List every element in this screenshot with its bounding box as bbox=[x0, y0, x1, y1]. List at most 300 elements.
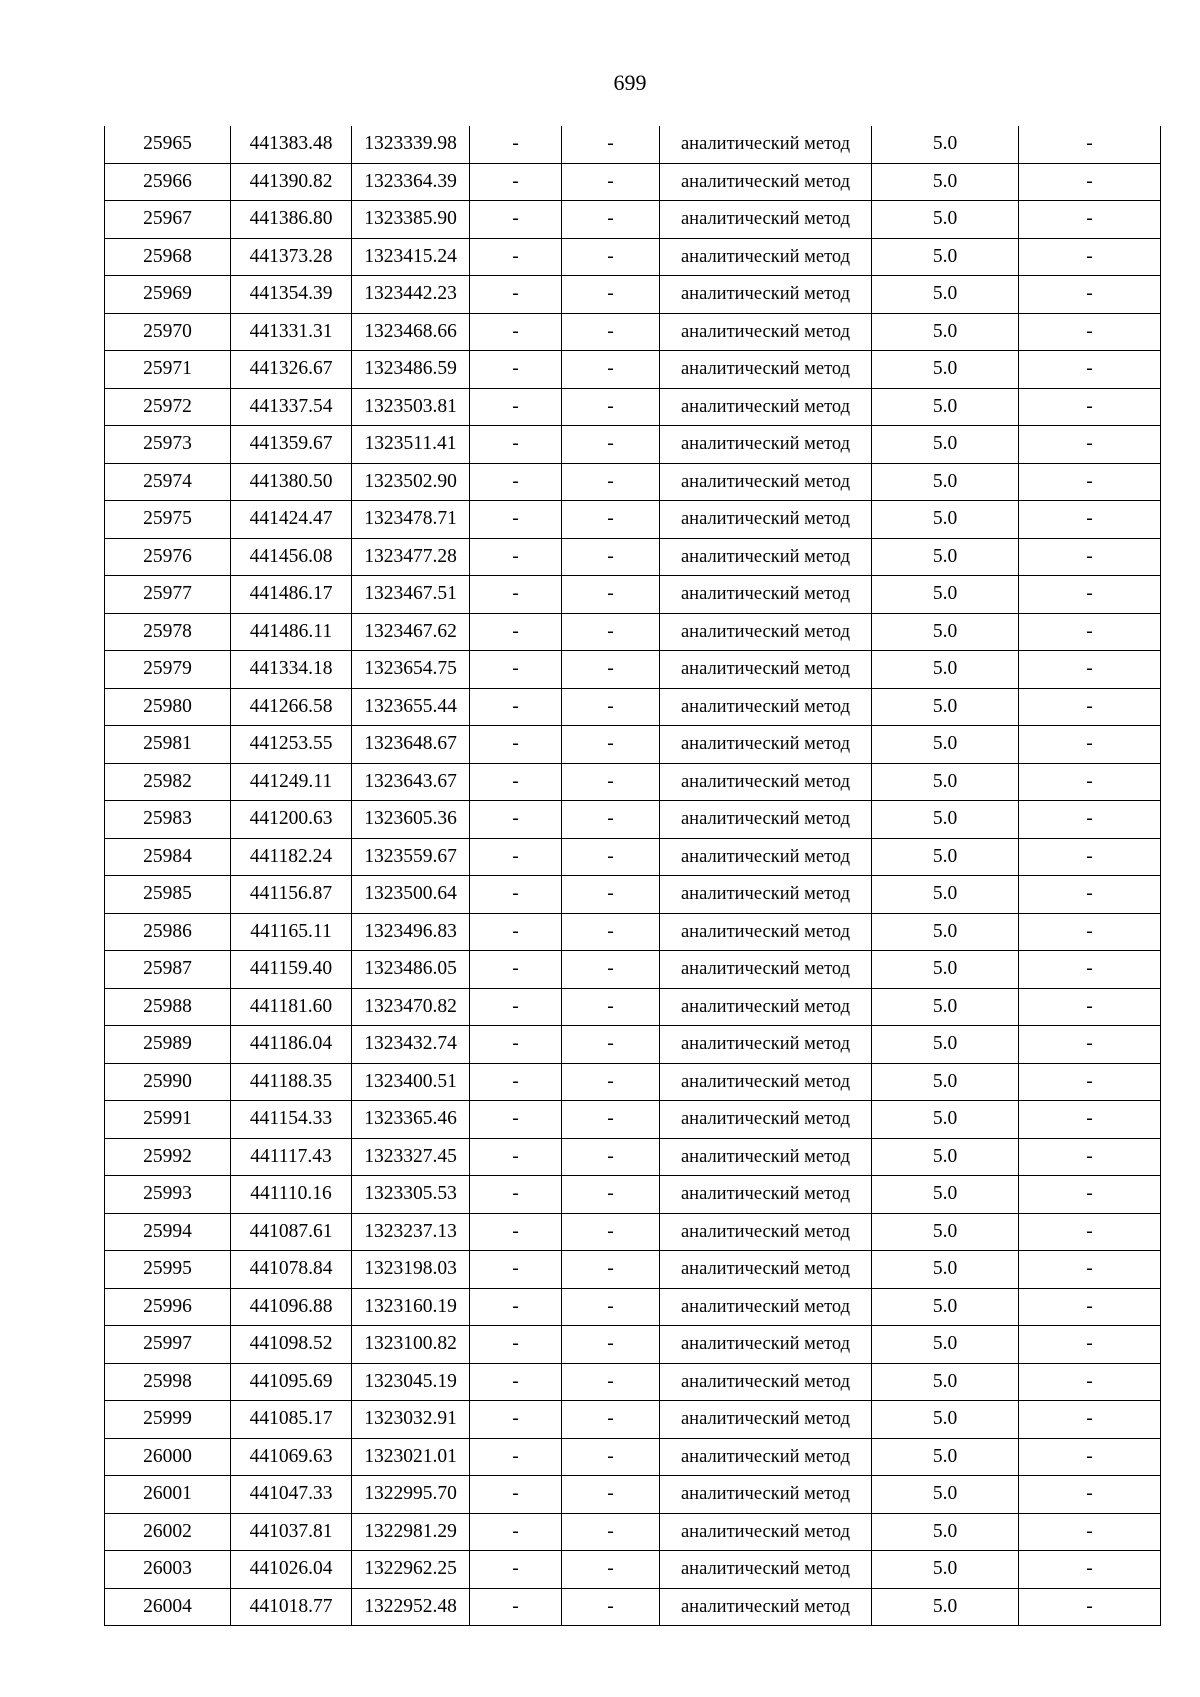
table-row bbox=[105, 763, 1161, 801]
dash-cell-2: - bbox=[562, 1513, 660, 1551]
y-coordinate-cell: 1323648.67 bbox=[352, 726, 470, 764]
dash-cell-3: - bbox=[1019, 501, 1161, 539]
y-coordinate-cell: 1322962.25 bbox=[352, 1551, 470, 1589]
y-coordinate-cell: 1323486.05 bbox=[352, 951, 470, 989]
y-coordinate-cell: 1323021.01 bbox=[352, 1438, 470, 1476]
dash-cell-1: - bbox=[470, 1063, 562, 1101]
dash-cell-1: - bbox=[470, 763, 562, 801]
y-coordinate-cell: 1323496.83 bbox=[352, 913, 470, 951]
dash-cell-1: - bbox=[470, 1026, 562, 1064]
dash-cell-1: - bbox=[470, 576, 562, 614]
point-number-cell: 25998 bbox=[105, 1363, 231, 1401]
accuracy-cell: 5.0 bbox=[872, 1551, 1019, 1589]
dash-cell-3: - bbox=[1019, 576, 1161, 614]
method-cell: аналитический метод bbox=[660, 763, 872, 801]
x-coordinate-cell: 441098.52 bbox=[231, 1326, 352, 1364]
dash-cell-2: - bbox=[562, 238, 660, 276]
method-cell: аналитический метод bbox=[660, 1288, 872, 1326]
y-coordinate-cell: 1323327.45 bbox=[352, 1138, 470, 1176]
dash-cell-2: - bbox=[562, 1363, 660, 1401]
accuracy-cell: 5.0 bbox=[872, 501, 1019, 539]
method-cell: аналитический метод bbox=[660, 1251, 872, 1289]
method-cell: аналитический метод bbox=[660, 576, 872, 614]
y-coordinate-cell: 1323486.59 bbox=[352, 351, 470, 389]
point-number-cell: 25982 bbox=[105, 763, 231, 801]
dash-cell-1: - bbox=[470, 613, 562, 651]
dash-cell-2: - bbox=[562, 126, 660, 163]
dash-cell-3: - bbox=[1019, 1513, 1161, 1551]
point-number-cell: 25994 bbox=[105, 1213, 231, 1251]
table-row bbox=[105, 201, 1161, 239]
dash-cell-1: - bbox=[470, 1551, 562, 1589]
method-cell: аналитический метод bbox=[660, 1326, 872, 1364]
method-cell: аналитический метод bbox=[660, 1363, 872, 1401]
method-cell: аналитический метод bbox=[660, 726, 872, 764]
x-coordinate-cell: 441331.31 bbox=[231, 313, 352, 351]
point-number-cell: 25969 bbox=[105, 276, 231, 314]
accuracy-cell: 5.0 bbox=[872, 651, 1019, 689]
dash-cell-3: - bbox=[1019, 838, 1161, 876]
y-coordinate-cell: 1322981.29 bbox=[352, 1513, 470, 1551]
x-coordinate-cell: 441383.48 bbox=[231, 126, 352, 163]
x-coordinate-cell: 441087.61 bbox=[231, 1213, 352, 1251]
dash-cell-2: - bbox=[562, 1101, 660, 1139]
point-number-cell: 25990 bbox=[105, 1063, 231, 1101]
accuracy-cell: 5.0 bbox=[872, 201, 1019, 239]
method-cell: аналитический метод bbox=[660, 1438, 872, 1476]
y-coordinate-cell: 1323470.82 bbox=[352, 988, 470, 1026]
method-cell: аналитический метод bbox=[660, 1213, 872, 1251]
x-coordinate-cell: 441096.88 bbox=[231, 1288, 352, 1326]
point-number-cell: 25987 bbox=[105, 951, 231, 989]
dash-cell-2: - bbox=[562, 576, 660, 614]
point-number-cell: 25971 bbox=[105, 351, 231, 389]
method-cell: аналитический метод bbox=[660, 201, 872, 239]
dash-cell-3: - bbox=[1019, 1363, 1161, 1401]
dash-cell-1: - bbox=[470, 1251, 562, 1289]
y-coordinate-cell: 1323500.64 bbox=[352, 876, 470, 914]
dash-cell-2: - bbox=[562, 1026, 660, 1064]
y-coordinate-cell: 1322952.48 bbox=[352, 1588, 470, 1626]
point-number-cell: 26004 bbox=[105, 1588, 231, 1626]
dash-cell-2: - bbox=[562, 1288, 660, 1326]
table-row bbox=[105, 538, 1161, 576]
x-coordinate-cell: 441249.11 bbox=[231, 763, 352, 801]
point-number-cell: 25979 bbox=[105, 651, 231, 689]
dash-cell-2: - bbox=[562, 1326, 660, 1364]
y-coordinate-cell: 1323432.74 bbox=[352, 1026, 470, 1064]
x-coordinate-cell: 441390.82 bbox=[231, 163, 352, 201]
method-cell: аналитический метод bbox=[660, 801, 872, 839]
x-coordinate-cell: 441424.47 bbox=[231, 501, 352, 539]
table-row bbox=[105, 913, 1161, 951]
y-coordinate-cell: 1323442.23 bbox=[352, 276, 470, 314]
method-cell: аналитический метод bbox=[660, 238, 872, 276]
method-cell: аналитический метод bbox=[660, 1588, 872, 1626]
dash-cell-1: - bbox=[470, 388, 562, 426]
accuracy-cell: 5.0 bbox=[872, 838, 1019, 876]
x-coordinate-cell: 441359.67 bbox=[231, 426, 352, 464]
dash-cell-1: - bbox=[470, 426, 562, 464]
dash-cell-3: - bbox=[1019, 1476, 1161, 1514]
x-coordinate-cell: 441486.17 bbox=[231, 576, 352, 614]
accuracy-cell: 5.0 bbox=[872, 1026, 1019, 1064]
point-number-cell: 25966 bbox=[105, 163, 231, 201]
dash-cell-1: - bbox=[470, 1476, 562, 1514]
dash-cell-1: - bbox=[470, 876, 562, 914]
method-cell: аналитический метод bbox=[660, 688, 872, 726]
dash-cell-2: - bbox=[562, 988, 660, 1026]
dash-cell-3: - bbox=[1019, 313, 1161, 351]
dash-cell-3: - bbox=[1019, 1326, 1161, 1364]
table-row bbox=[105, 1513, 1161, 1551]
dash-cell-1: - bbox=[470, 988, 562, 1026]
table-row bbox=[105, 1588, 1161, 1626]
dash-cell-1: - bbox=[470, 801, 562, 839]
x-coordinate-cell: 441159.40 bbox=[231, 951, 352, 989]
accuracy-cell: 5.0 bbox=[872, 951, 1019, 989]
accuracy-cell: 5.0 bbox=[872, 1101, 1019, 1139]
dash-cell-3: - bbox=[1019, 688, 1161, 726]
dash-cell-2: - bbox=[562, 726, 660, 764]
y-coordinate-cell: 1323305.53 bbox=[352, 1176, 470, 1214]
y-coordinate-cell: 1323477.28 bbox=[352, 538, 470, 576]
dash-cell-1: - bbox=[470, 651, 562, 689]
y-coordinate-cell: 1323415.24 bbox=[352, 238, 470, 276]
accuracy-cell: 5.0 bbox=[872, 1326, 1019, 1364]
accuracy-cell: 5.0 bbox=[872, 763, 1019, 801]
y-coordinate-cell: 1323643.67 bbox=[352, 763, 470, 801]
dash-cell-3: - bbox=[1019, 1138, 1161, 1176]
point-number-cell: 25980 bbox=[105, 688, 231, 726]
dash-cell-3: - bbox=[1019, 351, 1161, 389]
y-coordinate-cell: 1323468.66 bbox=[352, 313, 470, 351]
accuracy-cell: 5.0 bbox=[872, 613, 1019, 651]
dash-cell-3: - bbox=[1019, 1588, 1161, 1626]
dash-cell-3: - bbox=[1019, 613, 1161, 651]
accuracy-cell: 5.0 bbox=[872, 1438, 1019, 1476]
dash-cell-3: - bbox=[1019, 763, 1161, 801]
table-row bbox=[105, 1101, 1161, 1139]
accuracy-cell: 5.0 bbox=[872, 688, 1019, 726]
dash-cell-3: - bbox=[1019, 1176, 1161, 1214]
dash-cell-1: - bbox=[470, 463, 562, 501]
point-number-cell: 25983 bbox=[105, 801, 231, 839]
x-coordinate-cell: 441078.84 bbox=[231, 1251, 352, 1289]
accuracy-cell: 5.0 bbox=[872, 126, 1019, 163]
point-number-cell: 26000 bbox=[105, 1438, 231, 1476]
accuracy-cell: 5.0 bbox=[872, 426, 1019, 464]
method-cell: аналитический метод bbox=[660, 126, 872, 163]
dash-cell-1: - bbox=[470, 163, 562, 201]
accuracy-cell: 5.0 bbox=[872, 576, 1019, 614]
dash-cell-1: - bbox=[470, 351, 562, 389]
dash-cell-1: - bbox=[470, 1213, 562, 1251]
accuracy-cell: 5.0 bbox=[872, 1063, 1019, 1101]
x-coordinate-cell: 441026.04 bbox=[231, 1551, 352, 1589]
dash-cell-3: - bbox=[1019, 1551, 1161, 1589]
accuracy-cell: 5.0 bbox=[872, 1213, 1019, 1251]
x-coordinate-cell: 441188.35 bbox=[231, 1063, 352, 1101]
table-body bbox=[105, 126, 1161, 1626]
x-coordinate-cell: 441110.16 bbox=[231, 1176, 352, 1214]
dash-cell-2: - bbox=[562, 1438, 660, 1476]
dash-cell-2: - bbox=[562, 651, 660, 689]
point-number-cell: 26002 bbox=[105, 1513, 231, 1551]
dash-cell-2: - bbox=[562, 1138, 660, 1176]
y-coordinate-cell: 1323605.36 bbox=[352, 801, 470, 839]
dash-cell-2: - bbox=[562, 1213, 660, 1251]
table-row bbox=[105, 276, 1161, 314]
accuracy-cell: 5.0 bbox=[872, 1363, 1019, 1401]
dash-cell-2: - bbox=[562, 388, 660, 426]
dash-cell-3: - bbox=[1019, 276, 1161, 314]
y-coordinate-cell: 1323160.19 bbox=[352, 1288, 470, 1326]
dash-cell-3: - bbox=[1019, 538, 1161, 576]
method-cell: аналитический метод bbox=[660, 1176, 872, 1214]
x-coordinate-cell: 441334.18 bbox=[231, 651, 352, 689]
accuracy-cell: 5.0 bbox=[872, 1288, 1019, 1326]
table-row bbox=[105, 801, 1161, 839]
method-cell: аналитический метод bbox=[660, 1476, 872, 1514]
dash-cell-3: - bbox=[1019, 163, 1161, 201]
dash-cell-1: - bbox=[470, 1438, 562, 1476]
dash-cell-2: - bbox=[562, 426, 660, 464]
dash-cell-1: - bbox=[470, 838, 562, 876]
y-coordinate-cell: 1323100.82 bbox=[352, 1326, 470, 1364]
dash-cell-1: - bbox=[470, 1138, 562, 1176]
accuracy-cell: 5.0 bbox=[872, 801, 1019, 839]
dash-cell-1: - bbox=[470, 276, 562, 314]
method-cell: аналитический метод bbox=[660, 538, 872, 576]
dash-cell-2: - bbox=[562, 951, 660, 989]
page-number: 699 bbox=[613, 70, 647, 95]
point-number-cell: 26001 bbox=[105, 1476, 231, 1514]
dash-cell-3: - bbox=[1019, 238, 1161, 276]
table-row bbox=[105, 501, 1161, 539]
dash-cell-3: - bbox=[1019, 726, 1161, 764]
dash-cell-3: - bbox=[1019, 1213, 1161, 1251]
table-row bbox=[105, 1551, 1161, 1589]
table-row bbox=[105, 238, 1161, 276]
point-number-cell: 25984 bbox=[105, 838, 231, 876]
x-coordinate-cell: 441354.39 bbox=[231, 276, 352, 314]
accuracy-cell: 5.0 bbox=[872, 313, 1019, 351]
x-coordinate-cell: 441037.81 bbox=[231, 1513, 352, 1551]
dash-cell-1: - bbox=[470, 688, 562, 726]
dash-cell-2: - bbox=[562, 688, 660, 726]
table-row bbox=[105, 426, 1161, 464]
method-cell: аналитический метод bbox=[660, 913, 872, 951]
x-coordinate-cell: 441386.80 bbox=[231, 201, 352, 239]
table-row bbox=[105, 1063, 1161, 1101]
x-coordinate-cell: 441253.55 bbox=[231, 726, 352, 764]
method-cell: аналитический метод bbox=[660, 951, 872, 989]
y-coordinate-cell: 1323032.91 bbox=[352, 1401, 470, 1439]
method-cell: аналитический метод bbox=[660, 1101, 872, 1139]
table-row bbox=[105, 1138, 1161, 1176]
y-coordinate-cell: 1323511.41 bbox=[352, 426, 470, 464]
table-row bbox=[105, 876, 1161, 914]
table-row bbox=[105, 688, 1161, 726]
table-row bbox=[105, 726, 1161, 764]
dash-cell-1: - bbox=[470, 238, 562, 276]
dash-cell-2: - bbox=[562, 613, 660, 651]
table-row bbox=[105, 576, 1161, 614]
point-number-cell: 25970 bbox=[105, 313, 231, 351]
dash-cell-3: - bbox=[1019, 876, 1161, 914]
dash-cell-3: - bbox=[1019, 651, 1161, 689]
point-number-cell: 25977 bbox=[105, 576, 231, 614]
x-coordinate-cell: 441165.11 bbox=[231, 913, 352, 951]
x-coordinate-cell: 441069.63 bbox=[231, 1438, 352, 1476]
table-row bbox=[105, 988, 1161, 1026]
method-cell: аналитический метод bbox=[660, 163, 872, 201]
dash-cell-1: - bbox=[470, 313, 562, 351]
point-number-cell: 25993 bbox=[105, 1176, 231, 1214]
x-coordinate-cell: 441154.33 bbox=[231, 1101, 352, 1139]
y-coordinate-cell: 1323559.67 bbox=[352, 838, 470, 876]
dash-cell-2: - bbox=[562, 1551, 660, 1589]
x-coordinate-cell: 441095.69 bbox=[231, 1363, 352, 1401]
dash-cell-2: - bbox=[562, 276, 660, 314]
dash-cell-2: - bbox=[562, 763, 660, 801]
dash-cell-3: - bbox=[1019, 988, 1161, 1026]
accuracy-cell: 5.0 bbox=[872, 388, 1019, 426]
dash-cell-1: - bbox=[470, 501, 562, 539]
x-coordinate-cell: 441326.67 bbox=[231, 351, 352, 389]
dash-cell-3: - bbox=[1019, 201, 1161, 239]
dash-cell-1: - bbox=[470, 1363, 562, 1401]
dash-cell-3: - bbox=[1019, 1063, 1161, 1101]
method-cell: аналитический метод bbox=[660, 838, 872, 876]
point-number-cell: 25996 bbox=[105, 1288, 231, 1326]
method-cell: аналитический метод bbox=[660, 1401, 872, 1439]
dash-cell-3: - bbox=[1019, 463, 1161, 501]
dash-cell-2: - bbox=[562, 838, 660, 876]
table-row bbox=[105, 463, 1161, 501]
y-coordinate-cell: 1322995.70 bbox=[352, 1476, 470, 1514]
point-number-cell: 26003 bbox=[105, 1551, 231, 1589]
dash-cell-3: - bbox=[1019, 388, 1161, 426]
dash-cell-3: - bbox=[1019, 913, 1161, 951]
point-number-cell: 25991 bbox=[105, 1101, 231, 1139]
dash-cell-3: - bbox=[1019, 1401, 1161, 1439]
dash-cell-2: - bbox=[562, 1176, 660, 1214]
x-coordinate-cell: 441486.11 bbox=[231, 613, 352, 651]
point-number-cell: 25975 bbox=[105, 501, 231, 539]
point-number-cell: 25999 bbox=[105, 1401, 231, 1439]
dash-cell-2: - bbox=[562, 1063, 660, 1101]
point-number-cell: 25976 bbox=[105, 538, 231, 576]
method-cell: аналитический метод bbox=[660, 651, 872, 689]
x-coordinate-cell: 441337.54 bbox=[231, 388, 352, 426]
accuracy-cell: 5.0 bbox=[872, 276, 1019, 314]
x-coordinate-cell: 441200.63 bbox=[231, 801, 352, 839]
method-cell: аналитический метод bbox=[660, 1513, 872, 1551]
table-row bbox=[105, 126, 1161, 163]
dash-cell-2: - bbox=[562, 1476, 660, 1514]
method-cell: аналитический метод bbox=[660, 1026, 872, 1064]
dash-cell-1: - bbox=[470, 1588, 562, 1626]
method-cell: аналитический метод bbox=[660, 988, 872, 1026]
method-cell: аналитический метод bbox=[660, 351, 872, 389]
y-coordinate-cell: 1323365.46 bbox=[352, 1101, 470, 1139]
accuracy-cell: 5.0 bbox=[872, 726, 1019, 764]
dash-cell-1: - bbox=[470, 1176, 562, 1214]
dash-cell-2: - bbox=[562, 201, 660, 239]
point-number-cell: 25968 bbox=[105, 238, 231, 276]
y-coordinate-cell: 1323503.81 bbox=[352, 388, 470, 426]
dash-cell-3: - bbox=[1019, 801, 1161, 839]
dash-cell-1: - bbox=[470, 1101, 562, 1139]
x-coordinate-cell: 441117.43 bbox=[231, 1138, 352, 1176]
accuracy-cell: 5.0 bbox=[872, 463, 1019, 501]
dash-cell-1: - bbox=[470, 1513, 562, 1551]
method-cell: аналитический метод bbox=[660, 1063, 872, 1101]
point-number-cell: 25986 bbox=[105, 913, 231, 951]
accuracy-cell: 5.0 bbox=[872, 1513, 1019, 1551]
x-coordinate-cell: 441018.77 bbox=[231, 1588, 352, 1626]
accuracy-cell: 5.0 bbox=[872, 1476, 1019, 1514]
dash-cell-2: - bbox=[562, 351, 660, 389]
method-cell: аналитический метод bbox=[660, 313, 872, 351]
accuracy-cell: 5.0 bbox=[872, 1138, 1019, 1176]
method-cell: аналитический метод bbox=[660, 501, 872, 539]
y-coordinate-cell: 1323655.44 bbox=[352, 688, 470, 726]
dash-cell-3: - bbox=[1019, 426, 1161, 464]
y-coordinate-cell: 1323198.03 bbox=[352, 1251, 470, 1289]
x-coordinate-cell: 441182.24 bbox=[231, 838, 352, 876]
table-row bbox=[105, 613, 1161, 651]
y-coordinate-cell: 1323385.90 bbox=[352, 201, 470, 239]
point-number-cell: 25995 bbox=[105, 1251, 231, 1289]
dash-cell-2: - bbox=[562, 313, 660, 351]
table-row bbox=[105, 163, 1161, 201]
dash-cell-1: - bbox=[470, 1326, 562, 1364]
method-cell: аналитический метод bbox=[660, 1138, 872, 1176]
method-cell: аналитический метод bbox=[660, 426, 872, 464]
dash-cell-1: - bbox=[470, 1401, 562, 1439]
x-coordinate-cell: 441186.04 bbox=[231, 1026, 352, 1064]
accuracy-cell: 5.0 bbox=[872, 351, 1019, 389]
table-row bbox=[105, 1213, 1161, 1251]
y-coordinate-cell: 1323467.51 bbox=[352, 576, 470, 614]
y-coordinate-cell: 1323045.19 bbox=[352, 1363, 470, 1401]
accuracy-cell: 5.0 bbox=[872, 1176, 1019, 1214]
dash-cell-2: - bbox=[562, 538, 660, 576]
table-row bbox=[105, 1438, 1161, 1476]
dash-cell-3: - bbox=[1019, 1288, 1161, 1326]
point-number-cell: 25985 bbox=[105, 876, 231, 914]
y-coordinate-cell: 1323400.51 bbox=[352, 1063, 470, 1101]
accuracy-cell: 5.0 bbox=[872, 1401, 1019, 1439]
y-coordinate-cell: 1323364.39 bbox=[352, 163, 470, 201]
accuracy-cell: 5.0 bbox=[872, 876, 1019, 914]
dash-cell-2: - bbox=[562, 163, 660, 201]
y-coordinate-cell: 1323502.90 bbox=[352, 463, 470, 501]
dash-cell-1: - bbox=[470, 1288, 562, 1326]
y-coordinate-cell: 1323339.98 bbox=[352, 126, 470, 163]
y-coordinate-cell: 1323478.71 bbox=[352, 501, 470, 539]
dash-cell-2: - bbox=[562, 801, 660, 839]
dash-cell-1: - bbox=[470, 538, 562, 576]
point-number-cell: 25967 bbox=[105, 201, 231, 239]
point-number-cell: 25992 bbox=[105, 1138, 231, 1176]
method-cell: аналитический метод bbox=[660, 613, 872, 651]
y-coordinate-cell: 1323237.13 bbox=[352, 1213, 470, 1251]
table-row bbox=[105, 388, 1161, 426]
